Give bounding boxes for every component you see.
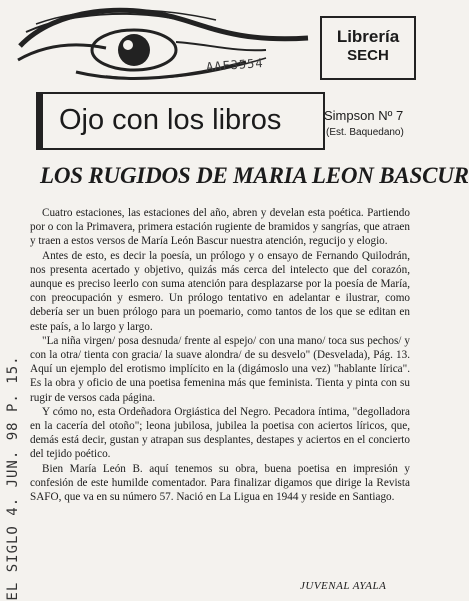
bookstore-logo: [320, 16, 416, 80]
paragraph: Bien María León B. aquí tenemos su obra, buena poetisa en impresión y confesión de este humilde comentador. Para finalizar digamos que dirige la Revista SAFO, que va en su número 57. Nació en La Ligua en 1944 y reside en Santiago.: [30, 462, 410, 504]
archive-code: AAF3554: [205, 56, 264, 74]
eye-illustration: [16, 2, 316, 84]
column-header: [6, 0, 416, 148]
article-author: JUVENAL AYALA: [300, 580, 387, 592]
handwritten-source-note: [0, 355, 26, 601]
paragraph: Antes de esto, es decir la poesía, un prólogo y o ensayo de Fernando Quilodrán, nos presenta acertado y objetivo, quizás más cerca del intelecto que del corazón, aunque es preciso leerlo con suma atención para desplazarse por la poesía de María, con preocupación y esmero. Un prólogo tentativo en adelantar e ilustrar, como debería ser un buen prólogo para un poemario, como tantos de los que se editan en este país, a lo largo y largo.: [30, 249, 410, 333]
section-title: Ojo con los libros: [59, 104, 282, 136]
source-note-text: EL SIGLO 4. JUN. 98 P. 15.: [5, 355, 21, 601]
article-title: LOS RUGIDOS DE MARIA LEON BASCUR: [40, 163, 469, 188]
bookstore-address: Simpson Nº 7: [324, 108, 404, 123]
paragraph: Cuatro estaciones, las estaciones del año, abren y develan esta poética. Partiendo por o con la Primavera, primera estación rugiente de bramidos y sangrías, que atraen y traen a estos versos de María León Bascur nuestra atención, regucijo y elogio.: [30, 207, 410, 248]
section-title-box: [36, 92, 325, 150]
bookstore-name: Librería: [336, 27, 400, 46]
article-body: [30, 206, 410, 504]
paragraph: "La niña virgen/ posa desnuda/ frente al espejo/ con una mano/ toca sus pechos/ y con la otra/ tienta con gracia/ la suave alondra/ de su desvelo" (Desvelada), Pág. 13. Aquí un ejemplo del erotismo implícito en la (digámoslo una vez) "hablante lírica". Es la obra y oficio de una poetisa femenina más que feminista. Tienta y pinta con su rugir de versos cada página.: [30, 334, 410, 404]
paragraph: Y cómo no, esta Ordeñadora Orgiástica del Negro. Pecadora íntima, "degolladora en la cacería del otoño"; leona jubilosa, jubilea la poetisa con aciertos líricos, que, demás está decir, gustan y atrapan sus desplantes, destapes y aciertos en el concierto del tejido poético.: [30, 405, 410, 461]
bookstore-address-note: (Est. Baquedano): [326, 127, 404, 138]
bookstore-code: SECH: [347, 47, 389, 64]
